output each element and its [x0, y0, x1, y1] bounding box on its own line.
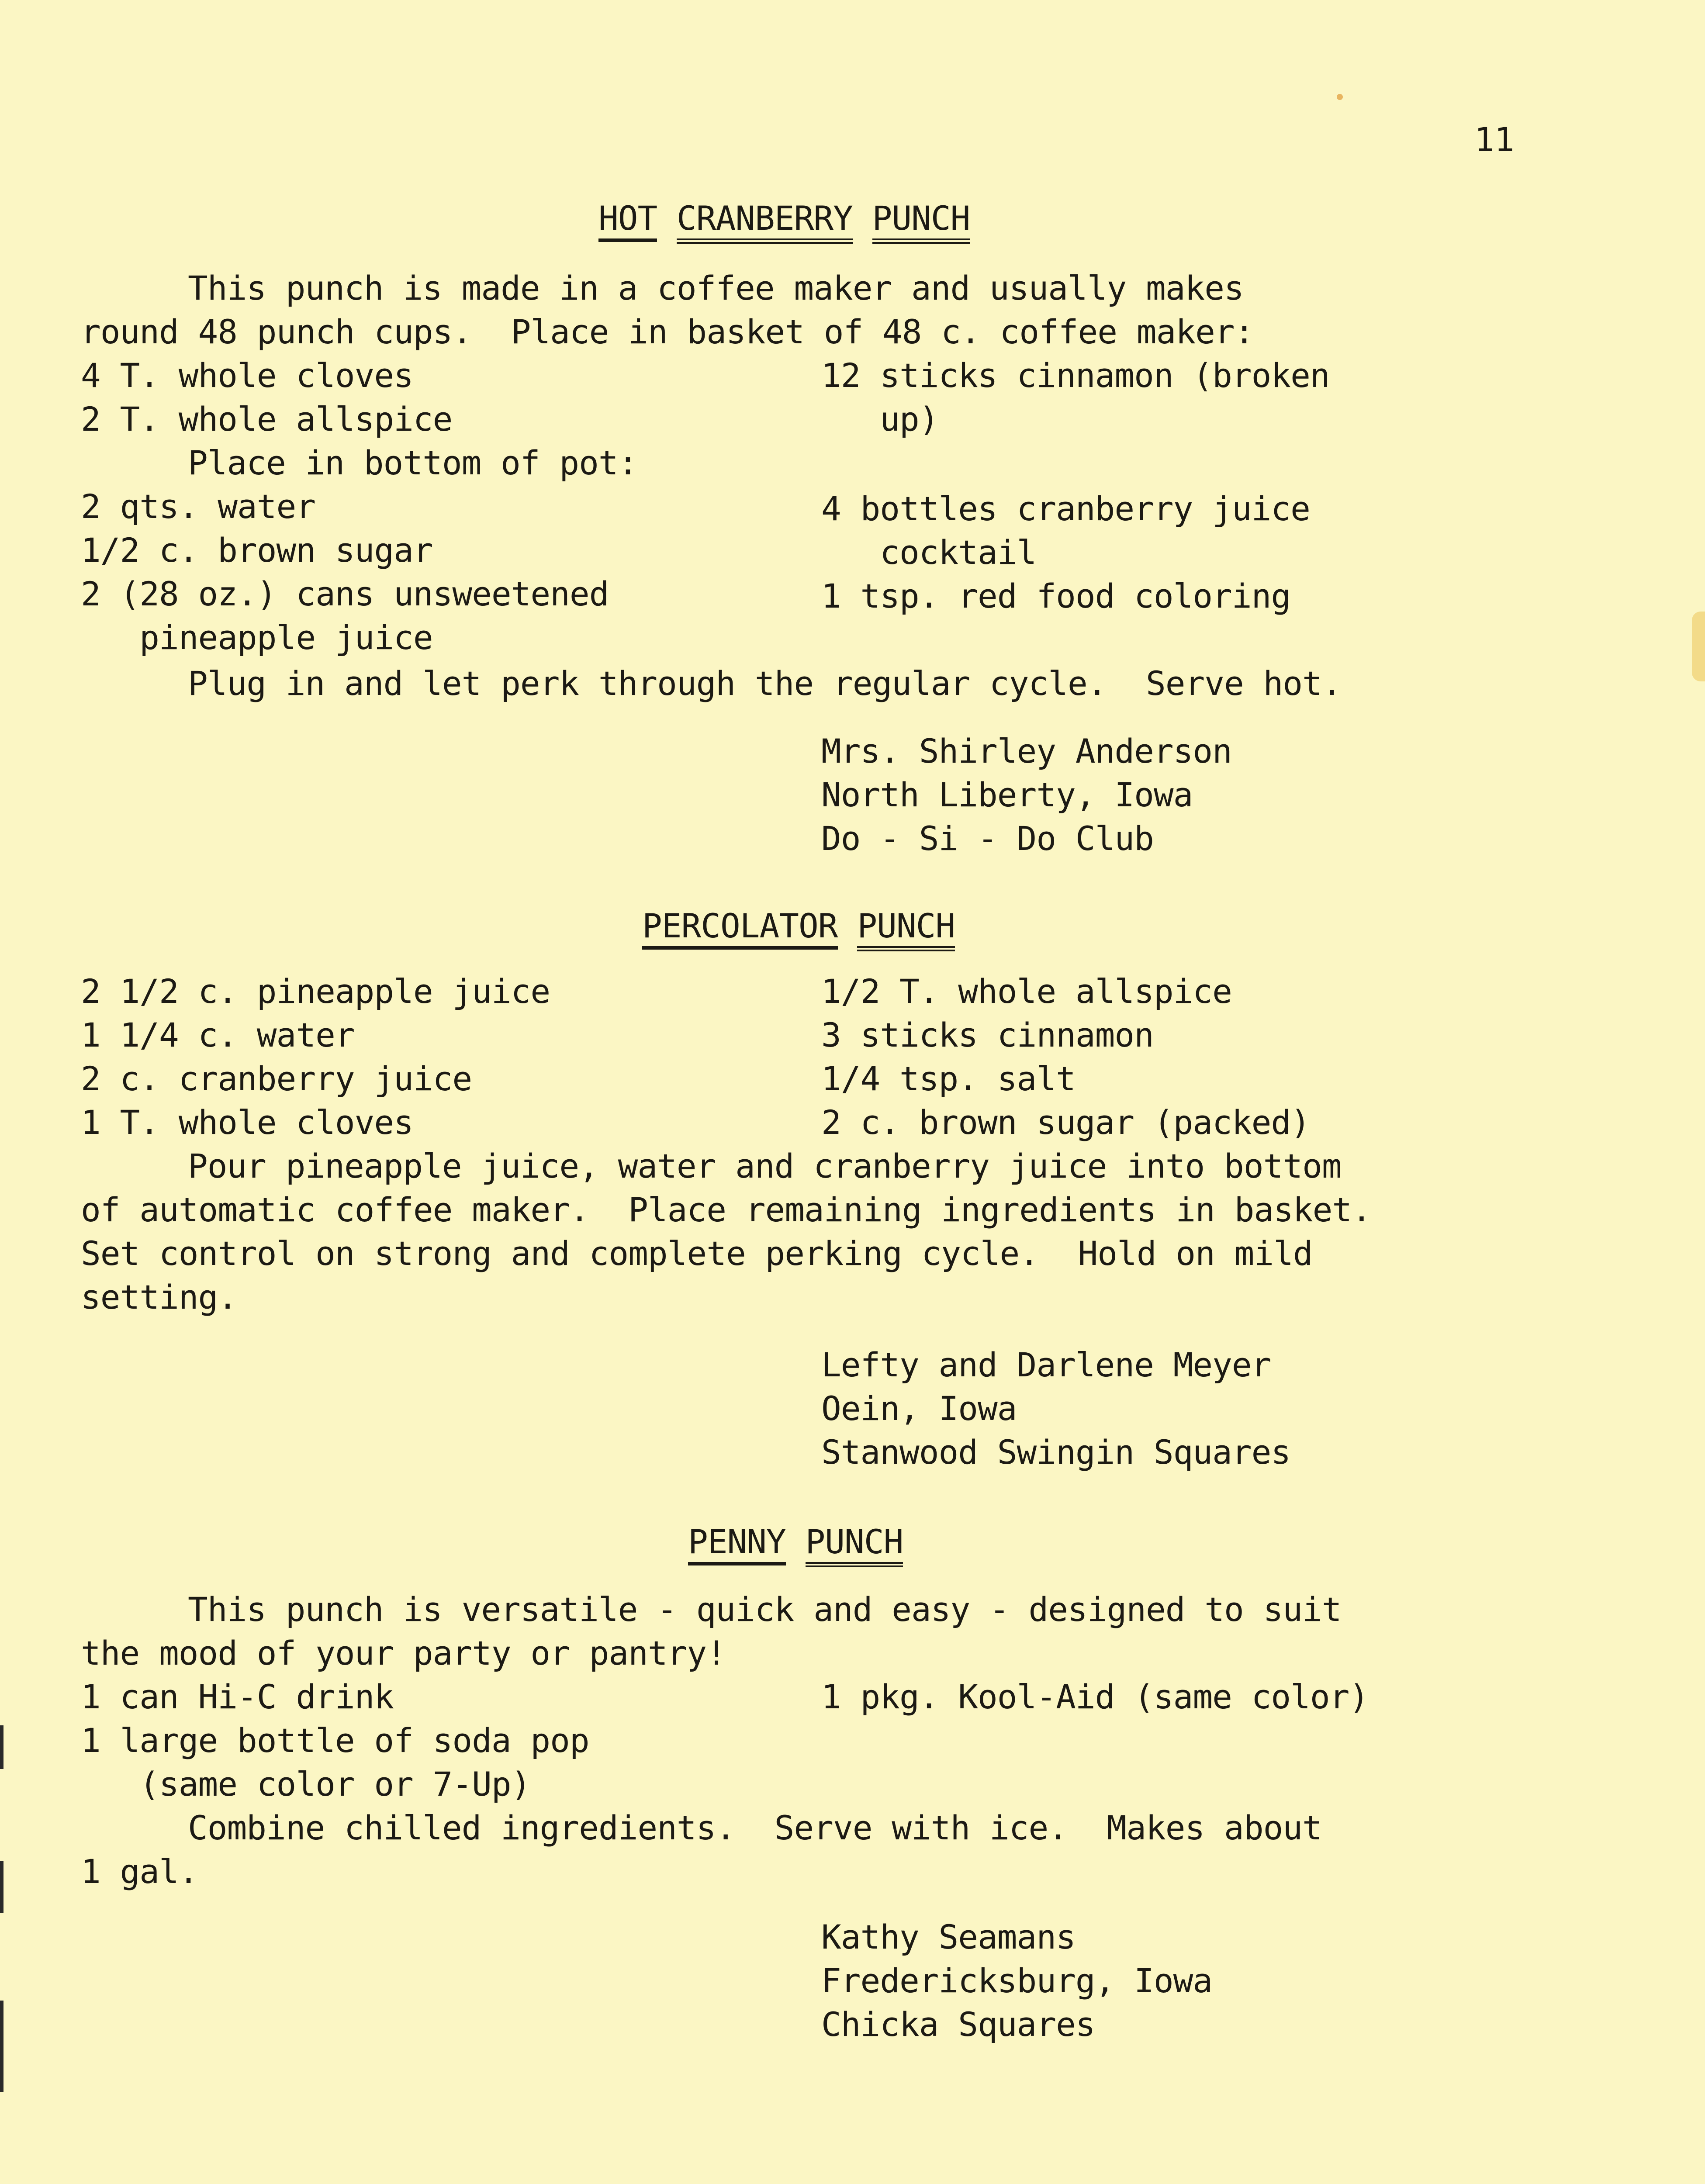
ingredient-right: 3 sticks cinnamon	[821, 1016, 1154, 1054]
ingredient-left: 2 (28 oz.) cans unsweetened	[81, 574, 609, 613]
attribution-line: North Liberty, Iowa	[821, 775, 1193, 814]
direction-line: of automatic coffee maker. Place remaining ingredients in basket.	[81, 1190, 1371, 1229]
ingredient-left: 1 1/4 c. water	[81, 1016, 355, 1054]
ingredient-right: 2 c. brown sugar (packed)	[821, 1103, 1310, 1142]
ingredient-right: 1 tsp. red food coloring	[821, 577, 1291, 615]
attribution-line: Kathy Seamans	[821, 1918, 1076, 1956]
title-word: PERCOLATOR	[642, 906, 838, 950]
ingredient-left: 2 qts. water	[81, 487, 316, 526]
ingredient-left: 2 T. whole allspice	[81, 400, 453, 439]
ingredient-left: 2 1/2 c. pineapple juice	[81, 972, 550, 1011]
attribution-line: Oein, Iowa	[821, 1389, 1017, 1428]
intro-line: This punch is made in a coffee maker and usually makes	[188, 269, 1244, 308]
paper-speck	[1337, 94, 1343, 100]
attribution-line: Stanwood Swingin Squares	[821, 1433, 1291, 1472]
direction-line: Set control on strong and complete perking cycle. Hold on mild	[81, 1234, 1313, 1273]
ingredient-left: 1/2 c. brown sugar	[81, 531, 433, 570]
direction-line: Pour pineapple juice, water and cranberry juice into bottom	[188, 1147, 1342, 1185]
ingredient-left: 4 T. whole cloves	[81, 356, 413, 395]
intro-line: This punch is versatile - quick and easy - designed to suit	[188, 1590, 1342, 1629]
ingredient-right: 1 pkg. Kool-Aid (same color)	[821, 1677, 1369, 1716]
edge-mark	[0, 1861, 3, 1913]
direction-line: Plug in and let perk through the regular cycle. Serve hot.	[188, 664, 1342, 703]
ingredient-right: 1/4 tsp. salt	[821, 1059, 1076, 1098]
ingredient-left: (same color or 7-Up)	[81, 1765, 531, 1804]
intro-line: round 48 punch cups. Place in basket of 48 c. coffee maker:	[81, 312, 1254, 351]
attribution-line: Lefty and Darlene Meyer	[821, 1345, 1271, 1384]
title-word: PUNCH	[857, 906, 955, 951]
ingredient-right: cocktail	[821, 533, 1037, 572]
recipe-title-penny-punch	[688, 1522, 903, 1562]
ingredient-right: up)	[821, 400, 939, 439]
ingredient-left: pineapple juice	[81, 618, 433, 657]
direction-line: 1 gal.	[81, 1852, 198, 1891]
attribution-line: Fredericksburg, Iowa	[821, 1961, 1213, 2000]
edge-mark	[0, 1725, 3, 1769]
title-word: PUNCH	[872, 199, 970, 244]
recipe-title-percolator-punch	[642, 906, 955, 946]
title-word: PUNCH	[806, 1522, 903, 1567]
direction-line: setting.	[81, 1278, 238, 1317]
ingredient-left: 2 c. cranberry juice	[81, 1059, 472, 1098]
ingredient-left: 1 large bottle of soda pop	[81, 1721, 589, 1760]
title-word: CRANBERRY	[677, 199, 853, 244]
sub-instruction: Place in bottom of pot:	[188, 443, 638, 482]
ingredient-left: 1 T. whole cloves	[81, 1103, 413, 1142]
attribution-line: Chicka Squares	[821, 2005, 1095, 2044]
attribution-line: Mrs. Shirley Anderson	[821, 732, 1232, 771]
paper-stain	[1692, 612, 1705, 681]
attribution-line: Do - Si - Do Club	[821, 819, 1154, 858]
direction-line: Combine chilled ingredients. Serve with ice. Makes about	[188, 1808, 1322, 1847]
ingredient-left: 1 can Hi-C drink	[81, 1677, 394, 1716]
recipe-title-hot-cranberry-punch	[598, 199, 970, 238]
page-number: 11	[1474, 120, 1515, 159]
title-word: HOT	[598, 199, 657, 242]
ingredient-right: 1/2 T. whole allspice	[821, 972, 1232, 1011]
ingredient-right: 12 sticks cinnamon (broken	[821, 356, 1330, 395]
intro-line: the mood of your party or pantry!	[81, 1634, 726, 1673]
title-word: PENNY	[688, 1522, 786, 1565]
edge-mark	[0, 2001, 3, 2092]
ingredient-right: 4 bottles cranberry juice	[821, 489, 1310, 528]
